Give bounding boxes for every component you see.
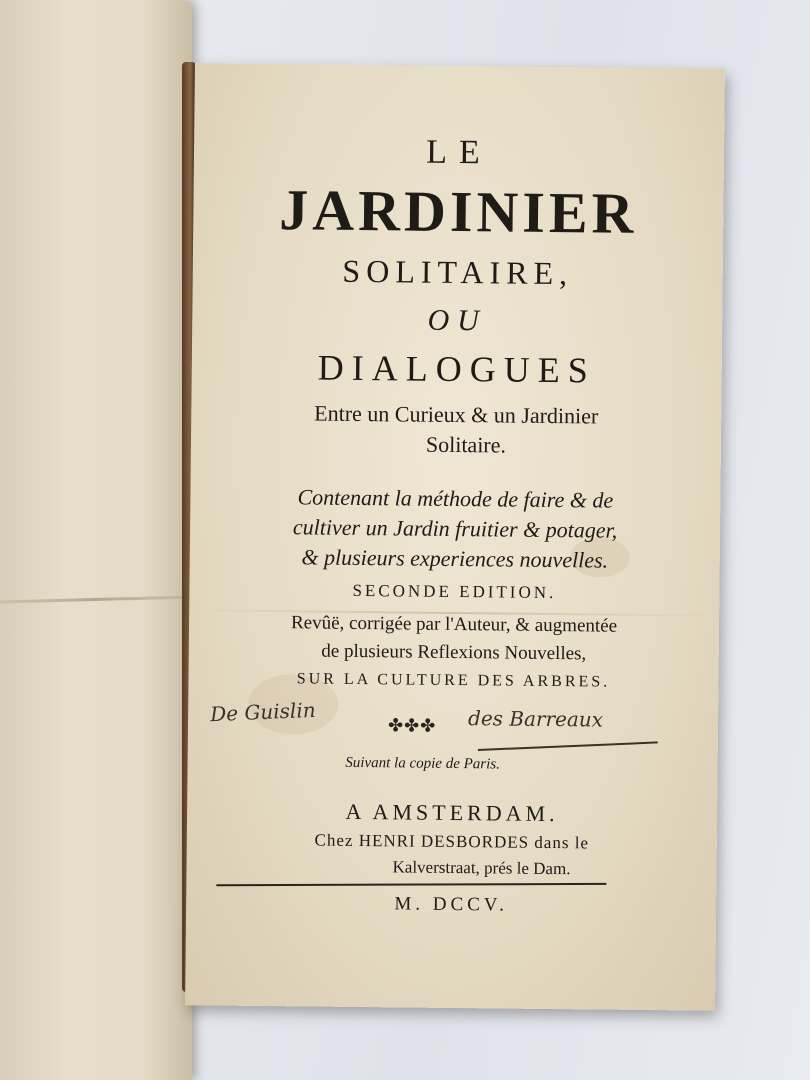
copy-note: Suivant la copie de Paris. [345, 754, 500, 773]
imprint-publisher-line-1: Chez HENRI DESBORDES dans le [314, 830, 590, 853]
flyleaf-crease [0, 595, 192, 603]
edition-statement: SECONDE EDITION. [352, 580, 557, 603]
revision-line-3: SUR LA CULTURE DES ARBRES. [296, 670, 611, 691]
handwritten-signature-left: De Guislin [209, 697, 317, 727]
blank-flyleaf [0, 0, 192, 1080]
signature-flourish [478, 741, 658, 751]
title-ou: OU [427, 303, 488, 338]
description-line-3: & plusieurs experiences nouvelles. [301, 544, 609, 573]
title-le: LE [426, 133, 492, 172]
subtitle-line-1: Entre un Curieux & un Jardinier [314, 400, 599, 429]
imprint-publisher-line-2: Kalverstraat, prés le Dam. [392, 857, 571, 879]
imprint-rule [216, 883, 606, 886]
title-dialogues: DIALOGUES [317, 347, 596, 391]
revision-line-1: Revûë, corrigée par l'Auteur, & augmentée [290, 612, 618, 637]
printer-ornament: ✤✤✤ [387, 715, 437, 736]
handwritten-signature-right: des Barreaux [467, 706, 604, 732]
imprint-year: M. DCCV. [394, 893, 508, 916]
description-line-2: cultiver un Jardin fruitier & potager, [292, 514, 618, 543]
title-page [185, 63, 725, 1010]
imprint-place: A AMSTERDAM. [345, 798, 559, 827]
title-jardinier: JARDINIER [278, 177, 638, 246]
subtitle-line-2: Solitaire. [425, 431, 507, 458]
title-solitaire: SOLITAIRE, [342, 252, 574, 292]
revision-line-2: de plusieurs Reflexions Nouvelles, [321, 640, 587, 665]
description-line-1: Contenant la méthode de faire & de [297, 484, 614, 513]
